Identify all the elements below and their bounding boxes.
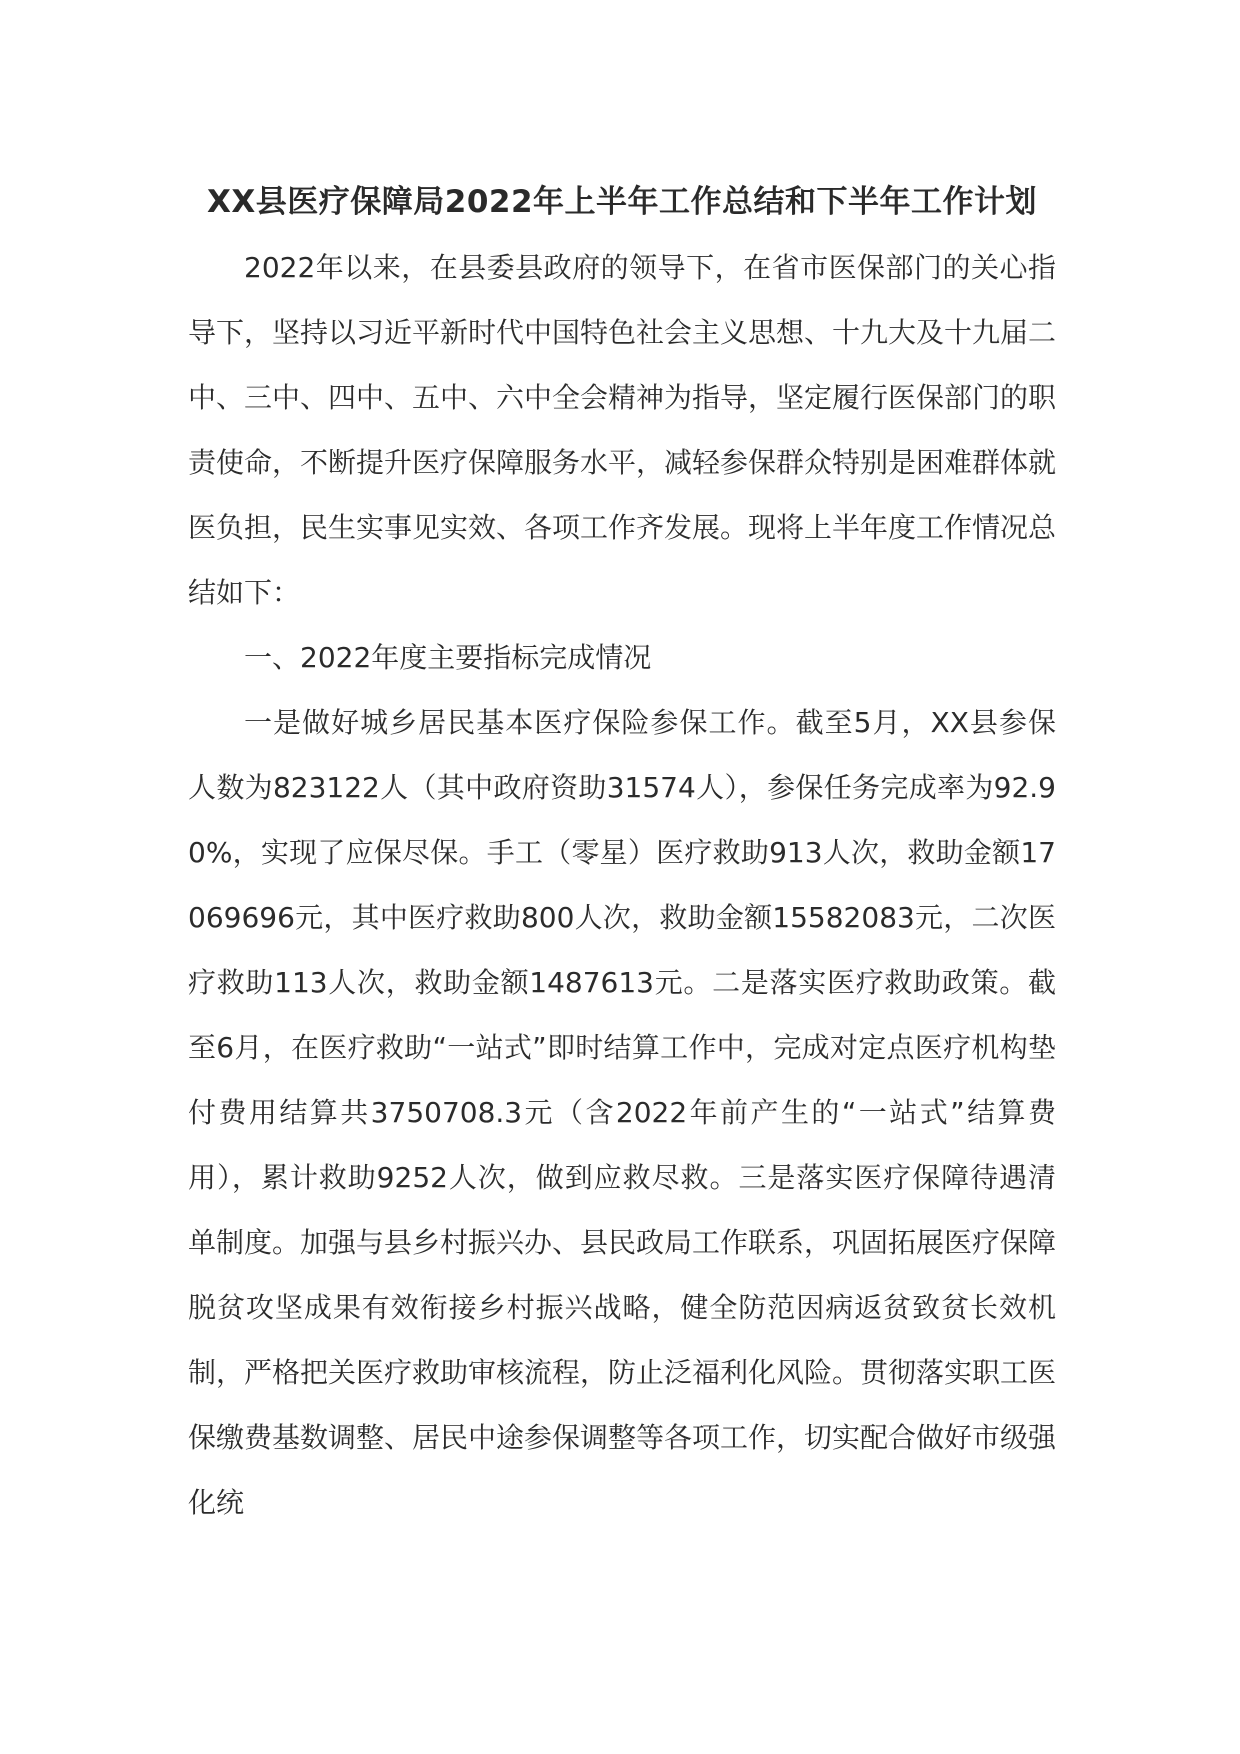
paragraph-indicators: 一是做好城乡居民基本医疗保险参保工作。截至5月，XX县参保人数为823122人（其中政府资助31574人），参保任务完成率为92.90%，实现了应保尽保。手工（零星）医疗救助913人次，救助金额17069696元，其中医疗救助800人次，救助金额15582083元，二次医疗救助113人次，救助金额1487613元。二是落实医疗救助政策。截至6月，在医疗救助“一站式”即时结算工作中，完成对定点医疗机构垫付费用结算共3750708.3元（含2022年前产生的“一站式”结算费用），累计救助9252人次，做到应救尽救。三是落实医疗保障待遇清单制度。加强与县乡村振兴办、县民政局工作联系，巩固拓展医疗保障脱贫攻坚成果有效衔接乡村振兴战略，健全防范因病返贫致贫长效机制，严格把关医疗救助审核流程，防止泛福利化风险。贯彻落实职工医保缴费基数调整、居民中途参保调整等各项工作，切实配合做好市级强化统 — [188, 706, 1057, 1519]
document-title: XX县医疗保障局2022年上半年工作总结和下半年工作计划 — [206, 184, 1038, 220]
document-page — [188, 170, 1056, 1535]
section-heading-1: 一、2022年度主要指标完成情况 — [244, 641, 652, 674]
paragraph-intro: 2022年以来，在县委县政府的领导下，在省市医保部门的关心指导下，坚持以习近平新时代中国特色社会主义思想、十九大及十九届二中、三中、四中、五中、六中全会精神为指导，坚定履行医保部门的职责使命，不断提升医疗保障服务水平，减轻参保群众特别是困难群体就医负担，民生实事见实效、各项工作齐发展。现将上半年度工作情况总结如下： — [188, 251, 1057, 609]
